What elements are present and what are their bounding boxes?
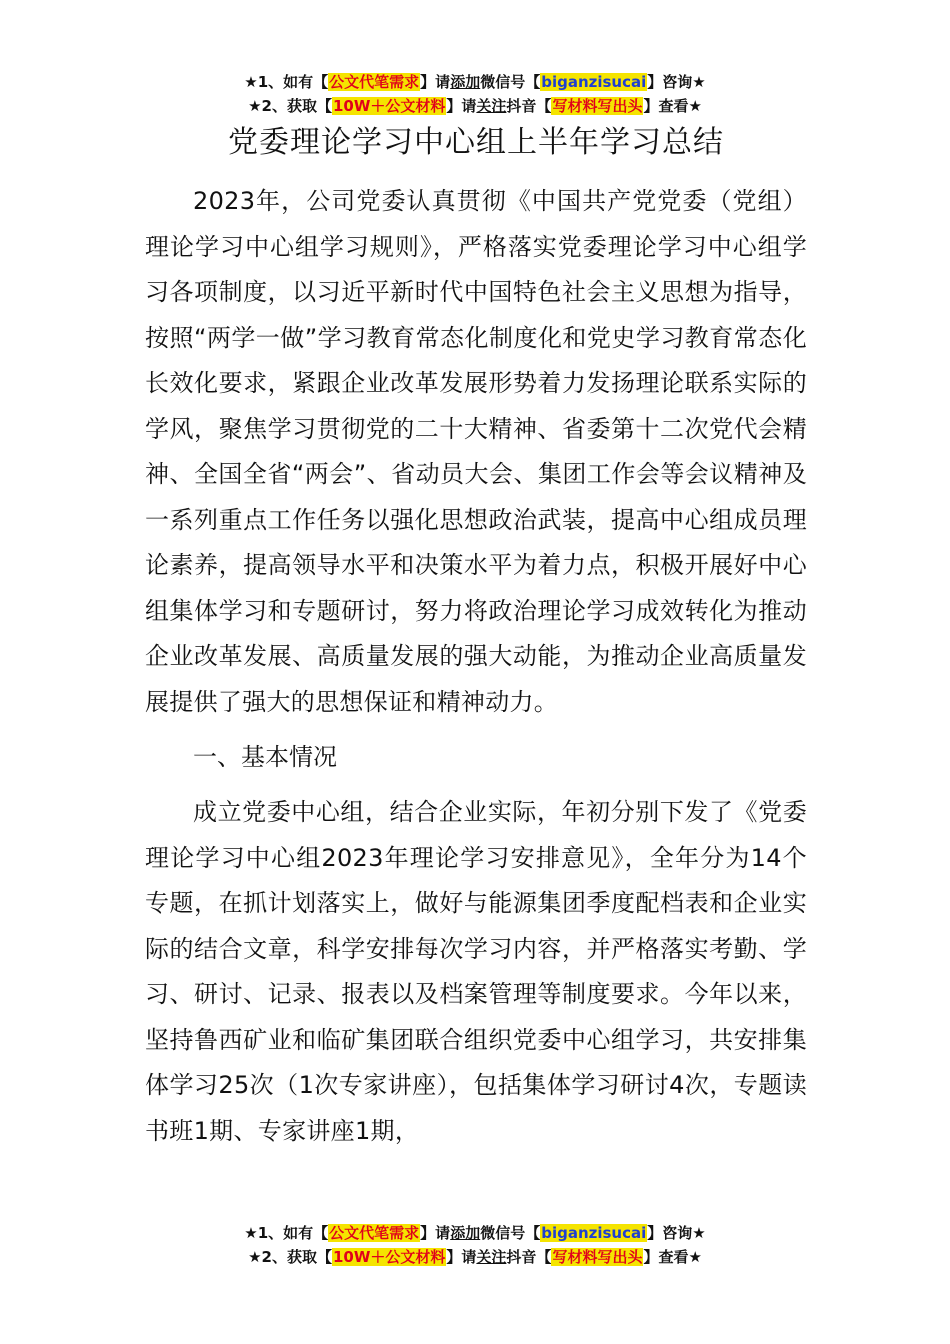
banner-text: 】请: [420, 73, 451, 91]
section-heading-basic: 一、基本情况: [193, 743, 337, 771]
banner-text: 】查看★: [643, 97, 702, 115]
banner-highlight-wechat-id: biganzisucai: [541, 1224, 647, 1242]
paragraph-intro: 2023年，公司党委认真贯彻《中国共产党党委（党组）理论学习中心组学习规则》，严格落实党委理论学习中心组学习各项制度，以习近平新时代中国特色社会主义思想为指导，按照“两学一做”学习教育常态化制度化和党史学习教育常态化长效化要求，紧跟企业改革发展形势着力发扬理论联系实际的学风，聚焦学习贯彻党的二十大精神、省委第十二次党代会精神、全国全省“两会”、省动员大会、集团工作会等会议精神及一系列重点工作任务以强化思想政治武装，提高中心组成员理论素养，提高领导水平和决策水平为着力点，积极开展好中心组集体学习和专题研讨，努力将政治理论学习成效转化为推动企业改革发展、高质量发展的强大动能，为推动企业高质量发展提供了强大的思想保证和精神动力。: [145, 187, 807, 716]
banner-text: 】查看★: [643, 1248, 702, 1266]
promo-line-2: [0, 1245, 950, 1269]
banner-underline-follow: 关注: [476, 97, 507, 115]
banner-text: 】咨询★: [647, 1224, 706, 1242]
banner-text: 】咨询★: [647, 73, 706, 91]
banner-underline-follow: 关注: [476, 1248, 507, 1266]
banner-text: 】请: [420, 1224, 451, 1242]
promo-banner-top: [0, 70, 950, 118]
banner-text: ★1、如有【: [244, 1224, 329, 1242]
banner-underline-add: 添加: [450, 1224, 481, 1242]
banner-text: 抖音【: [506, 1248, 552, 1266]
banner-highlight-douyin: 写材料写出头: [552, 1248, 643, 1266]
promo-line-1: [0, 1221, 950, 1245]
banner-text: ★2、获取【: [248, 1248, 332, 1266]
banner-underline-add: 添加: [450, 73, 481, 91]
document-body: [145, 121, 807, 1162]
banner-highlight-service: 公文代笔需求: [329, 1224, 420, 1242]
promo-line-2: [0, 94, 950, 118]
banner-highlight-materials: 10W＋公文材料: [332, 97, 446, 115]
promo-line-1: [0, 70, 950, 94]
banner-highlight-wechat-id: biganzisucai: [541, 73, 647, 91]
banner-highlight-douyin: 写材料写出头: [552, 97, 643, 115]
banner-text: 】请: [446, 1248, 477, 1266]
banner-highlight-service: 公文代笔需求: [329, 73, 420, 91]
paragraph-basic-situation: 成立党委中心组，结合企业实际，年初分别下发了《党委理论学习中心组2023年理论学习安排意见》，全年分为14个专题，在抓计划落实上，做好与能源集团季度配档表和企业实际的结合文章，科学安排每次学习内容，并严格落实考勤、学习、研讨、记录、报表以及档案管理等制度要求。今年以来，坚持鲁西矿业和临矿集团联合组织党委中心组学习，共安排集体学习25次（1次专家讲座），包括集体学习研讨4次，专题读书班1期、专家讲座1期，: [145, 798, 807, 1145]
banner-text: 】请: [446, 97, 477, 115]
banner-text: ★2、获取【: [248, 97, 332, 115]
banner-text: 微信号【: [480, 1224, 541, 1242]
promo-banner-bottom: [0, 1221, 950, 1269]
banner-highlight-materials: 10W＋公文材料: [332, 1248, 446, 1266]
document-title: 党委理论学习中心组上半年学习总结: [228, 125, 724, 160]
banner-text: 微信号【: [480, 73, 541, 91]
banner-text: ★1、如有【: [244, 73, 329, 91]
banner-text: 抖音【: [506, 97, 552, 115]
